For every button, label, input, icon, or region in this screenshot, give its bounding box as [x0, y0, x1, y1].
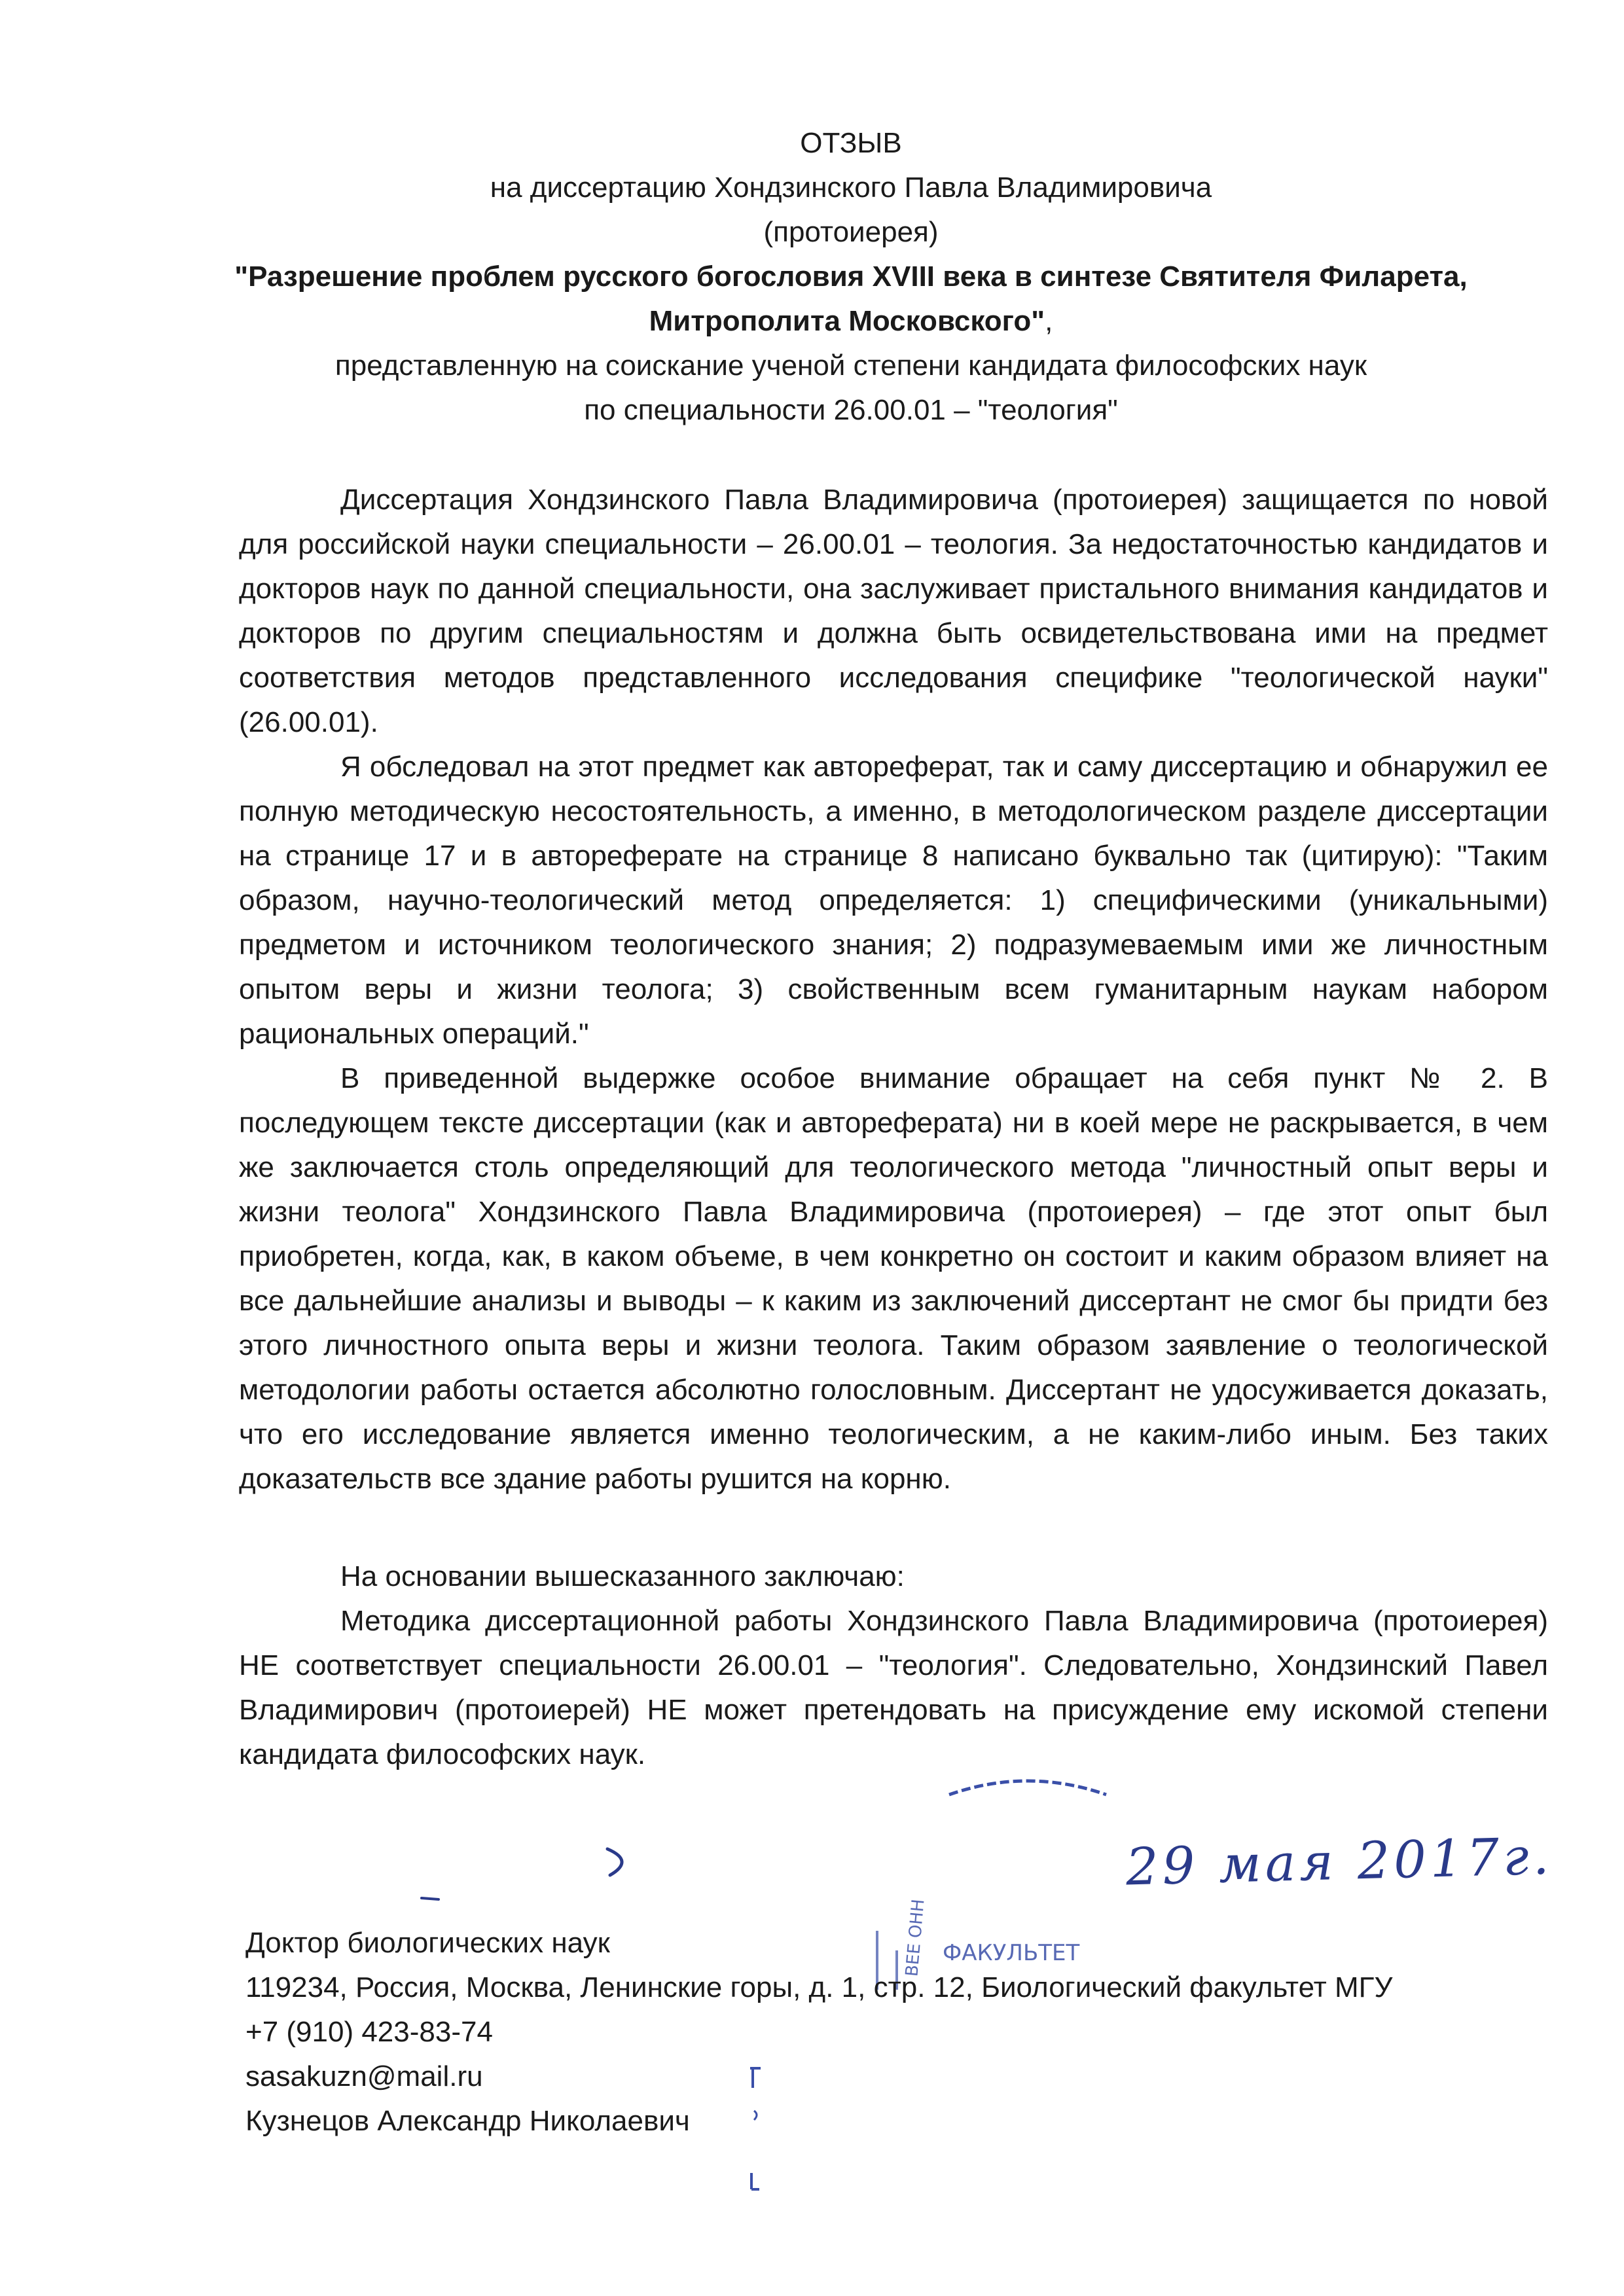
document-title: ОТЗЫВ [800, 127, 902, 159]
dissertation-topic-line2 [196, 299, 1506, 344]
paragraph-2: Я обследовал на этот предмет как автореферат, так и саму диссертацию и обнаружил ее полную методическую несостоятельность, а именно, в методологическом разделе диссертации на странице 17 и в автореферате на странице 8 написано буквально так (цитирую): "Таким образом, научно-теологический метод определяется: 1) специфическими (уникальными) предметом и источником теологического знания; 2) подразумеваемым ими же личностным опытом веры и жизни теолога; 3) свойственным всем гуманитарным наукам набором рациональных операций." [239, 751, 1548, 1050]
header-line-dissertation: на диссертацию Хондзинского Павла Владимировича [490, 171, 1212, 204]
conclusion-intro: На основании вышесказанного заключаю: [340, 1560, 905, 1592]
signature-scribble [602, 1842, 641, 1882]
svg-text:ВЕЕ ОНН: ВЕЕ ОНН [902, 1898, 929, 1978]
document-header [196, 121, 1506, 433]
review-body [239, 478, 1548, 1501]
dissertation-topic-line2-bold: Митрополита Московского" [649, 305, 1045, 337]
signature-dash [419, 1892, 445, 1905]
header-line-rank: (протоиерея) [763, 216, 939, 248]
dissertation-topic-line1: "Разрешение проблем русского богословия XVIII века в синтезе Святителя Филарета, [234, 260, 1468, 293]
handwritten-date: 29 мая 2017г. [1125, 1827, 1554, 1897]
paragraph-1: Диссертация Хондзинского Павла Владимировича (протоиерея) защищается по новой для российской науки специальности – 26.00.01 – теология. За недостаточностью кандидатов и докторов наук по данной специальности, она заслуживает пристального внимания кандидатов и докторов по другим специальностям и должна быть освидетельствована ими на предмет соответствия методов представленного исследования специфике "теологической науки" (26.00.01). [239, 484, 1548, 738]
stamp-text: ФАКУЛЬТЕТ [943, 1940, 1080, 1966]
header-line-degree: представленную на соискание ученой степени кандидата философских наук [334, 350, 1367, 382]
paragraph-3: В приведенной выдержке особое внимание обращает на себя пункт № 2. В последующем тексте диссертации (как и автореферата) ни в коей мере не раскрывается, в чем же заключается столь определяющий для теологического метода "личностный опыт веры и жизни теолога" Хондзинского Павла Владимировича (протоиерея) – где этот опыт был приобретен, когда, как, в каком объеме, в чем конкретно он состоит и каким образом влияет на все дальнейшие анализы и выводы – к каким из заключений диссертант не смог бы придти без этого личностного опыта веры и жизни теолога. Таким образом заявление о теологической методологии работы остается абсолютно голословным. Диссертант не удосуживается доказать, что его исследование является именно теологическим, а не каким-либо иным. Без таких доказательств все здание работы рушится на корню. [239, 1062, 1548, 1495]
author-email: sasakuzn@mail.ru [245, 2060, 483, 2092]
author-degree: Доктор биологических наук [245, 1927, 610, 1959]
author-address: 119234, Россия, Москва, Ленинские горы, д. 1, стр. 12, Биологический факультет МГУ [245, 1971, 1393, 2003]
conclusion-text: Методика диссертационной работы Хондзинского Павла Владимировича (протоиерея) НЕ соответствует специальности 26.00.01 – "теология". Следовательно, Хондзинский Павел Владимирович (протоиерей) НЕ может претендовать на присуждение ему искомой степени кандидата философских наук. [239, 1605, 1548, 1770]
author-contacts [245, 1921, 1392, 2144]
author-phone: +7 (910) 423-83-74 [245, 2016, 493, 2048]
conclusion-block [239, 1554, 1548, 1777]
stamp-fragment-top [943, 1767, 1113, 1800]
header-line-specialty: по специальности 26.00.01 – "теология" [584, 394, 1118, 426]
author-name: Кузнецов Александр Николаевич [245, 2105, 690, 2137]
dissertation-topic-line2-tail: , [1045, 305, 1053, 337]
